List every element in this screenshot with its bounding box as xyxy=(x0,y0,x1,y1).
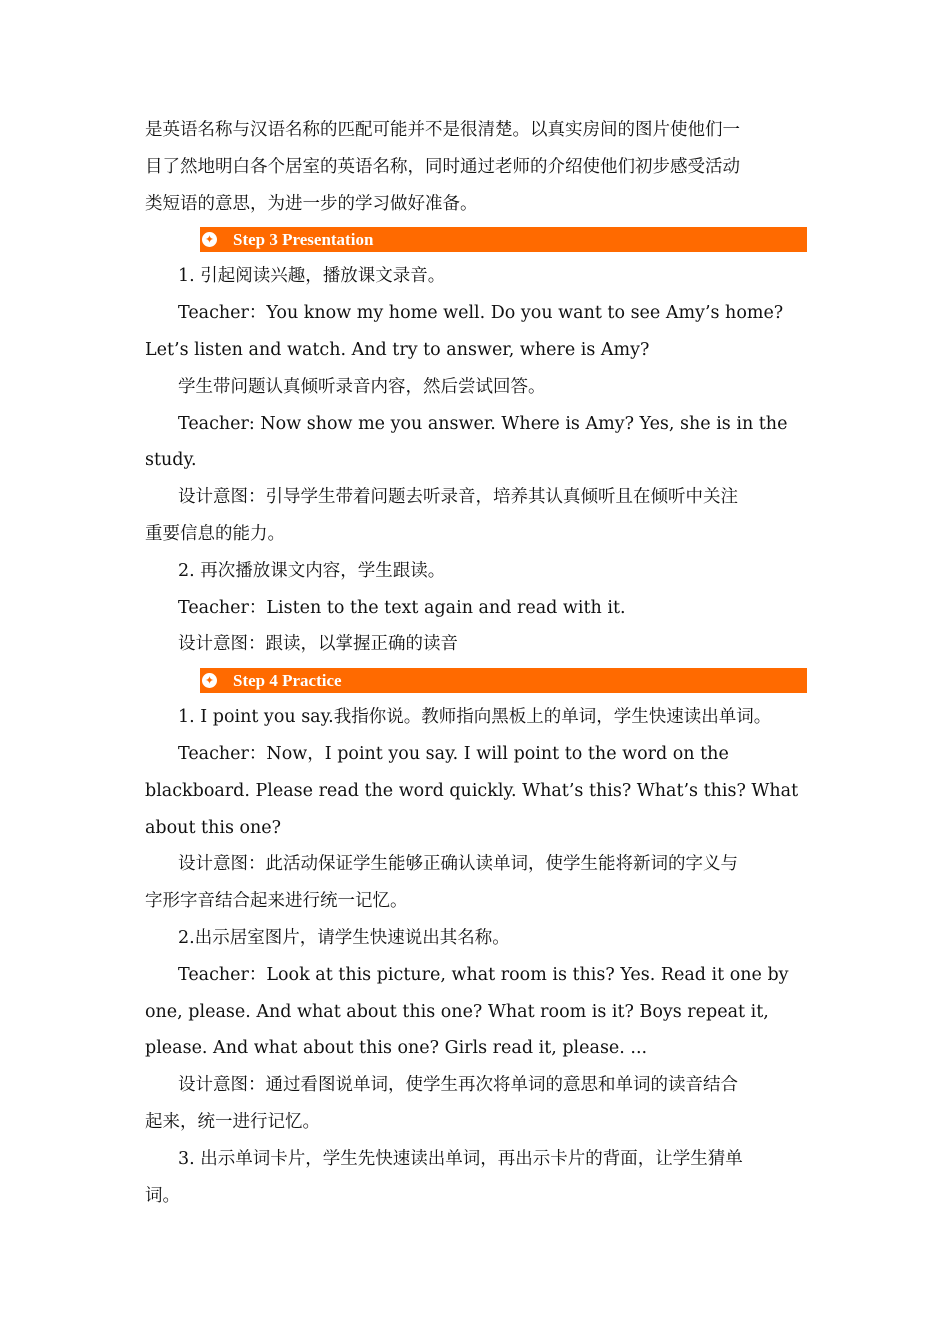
paragraph-line: one, please. And what about this one? What room is it? Boys repeat it, xyxy=(145,1001,769,1022)
paragraph-line: 重要信息的能力。 xyxy=(145,523,285,544)
paragraph-line: 3. 出示单词卡片，学生先快速读出单词，再出示卡片的背面，让学生猜单 xyxy=(178,1148,743,1169)
paragraph-line: blackboard. Please read the word quickly. What’s this? What’s this? What xyxy=(145,780,799,801)
paragraph-line: Teacher：Listen to the text again and read with it. xyxy=(178,597,626,618)
paragraph-line: 2. 再次播放课文内容，学生跟读。 xyxy=(178,560,446,581)
section-title: Step 3 Presentation xyxy=(233,229,374,249)
paragraph-line: Teacher：Now，I point you say. I will point to the word on the xyxy=(178,743,729,764)
paragraph-line: Let’s listen and watch. And try to answer, where is Amy? xyxy=(145,339,650,360)
paragraph-line: 1. I point you say.我指你说。教师指向黑板上的单词，学生快速读出单词。 xyxy=(178,707,772,728)
paragraph-line: 设计意图：此活动保证学生能够正确认读单词，使学生能将新词的字义与 xyxy=(178,854,738,875)
paragraph-line: 目了然地明白各个居室的英语名称，同时通过老师的介绍使他们初步感受活动 xyxy=(145,156,740,177)
document-page xyxy=(145,112,807,1214)
paragraph-line: 设计意图：通过看图说单词，使学生再次将单词的意思和单词的读音结合 xyxy=(178,1075,738,1096)
section-title: Step 4 Practice xyxy=(233,670,342,690)
paragraph-line: 词。 xyxy=(145,1185,180,1206)
paragraph-line: study. xyxy=(145,450,197,471)
section-header-step3 xyxy=(200,227,807,252)
star-icon: ✦ xyxy=(202,673,217,688)
paragraph-line: 设计意图：引导学生带着问题去听录音，培养其认真倾听且在倾听中关注 xyxy=(178,487,738,508)
paragraph-line: 类短语的意思，为进一步的学习做好准备。 xyxy=(145,193,478,214)
paragraph-line: 起来，统一进行记忆。 xyxy=(145,1111,320,1132)
paragraph-line: 学生带问题认真倾听录音内容，然后尝试回答。 xyxy=(178,376,546,397)
paragraph-line: Teacher: Now show me you answer. Where is Amy? Yes, she is in the xyxy=(178,413,788,434)
paragraph-line: Teacher：You know my home well. Do you want to see Amy’s home? xyxy=(178,303,784,324)
paragraph-line: 2.出示居室图片，请学生快速说出其名称。 xyxy=(178,927,510,948)
paragraph-line: 是英语名称与汉语名称的匹配可能并不是很清楚。以真实房间的图片使他们一 xyxy=(145,120,740,140)
paragraph-line: 字形字音结合起来进行统一记忆。 xyxy=(145,891,408,912)
section-header-step4 xyxy=(200,668,807,693)
paragraph-line: 设计意图：跟读，以掌握正确的读音 xyxy=(178,634,458,655)
paragraph-line: about this one? xyxy=(145,817,282,838)
paragraph-line: Teacher：Look at this picture, what room is this? Yes. Read it one by xyxy=(178,964,789,985)
paragraph-line: please. And what about this one? Girls read it, please. ... xyxy=(145,1038,648,1059)
paragraph-line: 1. 引起阅读兴趣，播放课文录音。 xyxy=(178,266,446,287)
star-icon: ✦ xyxy=(202,232,217,247)
